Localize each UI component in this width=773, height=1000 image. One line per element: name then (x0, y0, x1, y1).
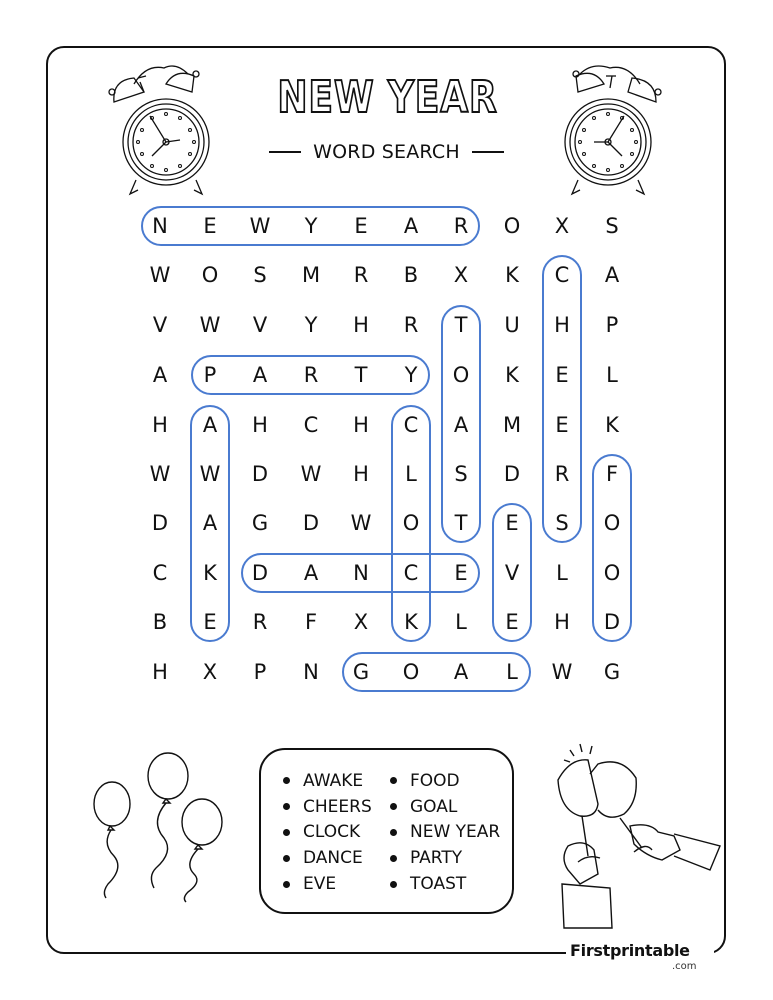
grid-letter: E (354, 214, 368, 238)
grid-letter: X (202, 660, 218, 684)
grid-letter: A (152, 363, 168, 387)
grid-letter: Y (304, 313, 318, 337)
grid-letter: W (300, 462, 322, 486)
grid-letter: N (353, 561, 369, 585)
grid-letter: E (454, 561, 468, 585)
grid-letter: V (252, 313, 268, 337)
word-list-item: CLOCK (283, 822, 372, 844)
alarm-clock-icon-left (106, 58, 222, 196)
found-word-highlight (542, 255, 582, 543)
grid-letter: W (149, 263, 171, 287)
grid-letter: S (253, 263, 267, 287)
grid-letter: U (504, 313, 520, 337)
divider-right (472, 151, 504, 153)
grid-letter: G (603, 660, 621, 684)
grid-letter: A (403, 214, 419, 238)
grid-letter: B (152, 610, 168, 634)
grid-letter: O (603, 511, 621, 535)
grid-letter: E (555, 363, 569, 387)
grid-letter: L (455, 610, 467, 634)
grid-letter: G (251, 511, 269, 535)
grid-letter: X (453, 263, 469, 287)
bullet-icon (390, 855, 397, 862)
grid-letter: O (603, 561, 621, 585)
grid-letter: W (350, 511, 372, 535)
grid-letter: F (304, 610, 318, 634)
grid-letter: P (203, 363, 217, 387)
grid-letter: W (149, 462, 171, 486)
grid-letter: R (252, 610, 268, 634)
grid-letter: D (503, 462, 521, 486)
bullet-icon (283, 803, 290, 810)
grid-letter: E (203, 214, 217, 238)
grid-letter: W (199, 313, 221, 337)
brand-suffix: .com (672, 961, 697, 972)
alarm-clock-icon-right (552, 58, 668, 196)
grid-letter: R (554, 462, 570, 486)
grid-letter: K (404, 610, 418, 634)
grid-letter: P (253, 660, 267, 684)
grid-letter: L (556, 561, 568, 585)
balloons-icon (88, 752, 228, 902)
page-title: NEW YEAR (277, 72, 498, 123)
grid-letter: D (251, 561, 269, 585)
bullet-icon (390, 803, 397, 810)
grid-letter: O (503, 214, 521, 238)
grid-letter: H (554, 313, 570, 337)
grid-letter: N (152, 214, 168, 238)
word-list-item: NEW YEAR (390, 822, 500, 844)
grid-letter: O (452, 363, 470, 387)
grid-letter: L (506, 660, 518, 684)
grid-letter: H (353, 313, 369, 337)
grid-letter: A (202, 413, 218, 437)
grid-letter: H (353, 413, 369, 437)
grid-letter: X (554, 214, 570, 238)
grid-letter: H (152, 413, 168, 437)
subtitle-row (240, 138, 533, 166)
bullet-icon (283, 855, 290, 862)
grid-letter: S (605, 214, 619, 238)
grid-letter: S (454, 462, 468, 486)
word-list-left (283, 770, 372, 895)
grid-letter: M (301, 263, 321, 287)
grid-letter: E (203, 610, 217, 634)
divider-left (269, 151, 301, 153)
word-list-item: EVE (283, 873, 372, 895)
grid-letter: A (604, 263, 620, 287)
word-list-item: GOAL (390, 796, 500, 818)
grid-letter: H (554, 610, 570, 634)
grid-letter: F (605, 462, 619, 486)
grid-letter: Y (304, 214, 318, 238)
grid-letter: S (555, 511, 569, 535)
word-list-item: TOAST (390, 873, 500, 895)
grid-letter: A (252, 363, 268, 387)
brand-logo: Firstprintable (570, 941, 690, 960)
word-list-right (390, 770, 500, 895)
grid-letter: E (505, 610, 519, 634)
bullet-icon (283, 881, 290, 888)
grid-letter: C (303, 413, 319, 437)
grid-letter: A (202, 511, 218, 535)
grid-letter: W (551, 660, 573, 684)
grid-letter: R (353, 263, 369, 287)
grid-letter: W (249, 214, 271, 238)
grid-letter: C (554, 263, 570, 287)
grid-letter: T (354, 363, 368, 387)
grid-letter: A (453, 413, 469, 437)
grid-letter: N (303, 660, 319, 684)
grid-letter: R (303, 363, 319, 387)
word-list-item: CHEERS (283, 796, 372, 818)
grid-letter: K (505, 263, 519, 287)
bullet-icon (283, 829, 290, 836)
grid-letter: C (403, 413, 419, 437)
word-list-item: PARTY (390, 847, 500, 869)
grid-letter: D (251, 462, 269, 486)
grid-letter: D (603, 610, 621, 634)
grid-letter: A (453, 660, 469, 684)
grid-letter: H (152, 660, 168, 684)
grid-letter: P (605, 313, 619, 337)
grid-letter: R (453, 214, 469, 238)
grid-letter: D (151, 511, 169, 535)
grid-letter: T (454, 313, 468, 337)
word-list-item: DANCE (283, 847, 372, 869)
grid-letter: X (353, 610, 369, 634)
bullet-icon (390, 777, 397, 784)
word-list-item: FOOD (390, 770, 500, 792)
grid-letter: L (606, 363, 618, 387)
grid-letter: K (203, 561, 217, 585)
grid-letter: E (505, 511, 519, 535)
grid-letter: Y (404, 363, 418, 387)
grid-letter: V (504, 561, 520, 585)
bullet-icon (390, 829, 397, 836)
grid-letter: G (352, 660, 370, 684)
grid-letter: W (199, 462, 221, 486)
bullet-icon (283, 777, 290, 784)
grid-letter: H (353, 462, 369, 486)
grid-letter: T (454, 511, 468, 535)
grid-letter: O (402, 660, 420, 684)
word-list-item: AWAKE (283, 770, 372, 792)
grid-letter: E (555, 413, 569, 437)
grid-letter: R (403, 313, 419, 337)
grid-letter: D (302, 511, 320, 535)
grid-letter: H (252, 413, 268, 437)
grid-letter: M (502, 413, 522, 437)
grid-letter: C (152, 561, 168, 585)
bullet-icon (390, 881, 397, 888)
grid-letter: K (505, 363, 519, 387)
grid-letter: B (403, 263, 419, 287)
grid-letter: L (405, 462, 417, 486)
grid-letter: A (303, 561, 319, 585)
grid-letter: C (403, 561, 419, 585)
page-subtitle: WORD SEARCH (313, 141, 460, 163)
grid-letter: K (605, 413, 619, 437)
grid-letter: O (402, 511, 420, 535)
grid-letter: O (201, 263, 219, 287)
champagne-toast-icon (550, 738, 730, 930)
grid-letter: V (152, 313, 168, 337)
